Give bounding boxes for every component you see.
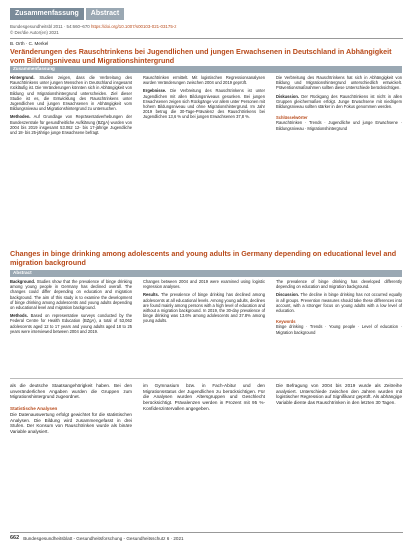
german-paragraph bbox=[10, 75, 132, 111]
german-text: Der Rückgang des Rauschtrinkens ist nicht in allen Gruppen gleichermaßen erfolgt. Junge Erwachsene mit niedrigem Bildungsniveau sollten stärker in den Fokus genommen werden. bbox=[276, 93, 402, 110]
english-keywords: Binge drinking · Trends · Young people · Level of education · Migration background bbox=[276, 324, 402, 335]
page-number: 662 bbox=[10, 535, 20, 541]
german-col-3 bbox=[276, 75, 402, 131]
german-paragraph bbox=[10, 114, 132, 135]
footer-divider bbox=[10, 532, 403, 533]
body-col-1-text-2: Die Datenauswertung erfolgt gewichtet für die statistischen Analysen. Die Bildung wird zusammengefasst in drei Stufen. Der Konsum von Rauschtrinken wurde als binäre Variable analysiert. bbox=[10, 411, 132, 434]
english-paragraph bbox=[276, 292, 402, 313]
english-paragraph bbox=[10, 279, 132, 310]
german-col-1 bbox=[10, 75, 132, 135]
english-section-label: Abstract bbox=[13, 270, 32, 275]
german-section-bar bbox=[10, 66, 402, 73]
tab-abstract: Abstract bbox=[86, 8, 124, 20]
section-tabs bbox=[10, 8, 124, 20]
english-text: Studies show that the prevalence of binge drinking among young people in Germany has declined overall. The changes could differ depending on education and migration background. The aim of this study is to examine the development of binge drinking among adolescents and young adults depending on educational level and migration background. bbox=[10, 279, 132, 311]
body-col-3-text: Die Befragung von 2004 bis 2019 wurde als Zeitreihe analysiert. Unterschiede zwischen den Jahren wurden mit logistischer Regression auf Signifikanz geprüft. Als abhängige Variable diente das Rauschtrinken in den letzten 30 Tagen. bbox=[276, 383, 402, 406]
doi-link[interactable]: https://doi.org/10.1007/s00103-021-03175-z bbox=[90, 24, 177, 29]
body-col-1 bbox=[10, 383, 132, 435]
english-section-bar bbox=[10, 270, 402, 277]
german-text: Die Verbreitung des Rauschtrinkens ist unter Jugendlichen mit allen Bildungsniveaus gesunken. Bei jungen Erwachsenen zeigen sich Rückgänge vor allem unter Personen mit hohem Bildungsniveau und ohne Migrationshintergrund. Im Jahr 2019 betrug die 30-Tage-Prävalenz des Rauschtrinkens bei Jugendlichen 13,6 % und bei jungen Erwachsenen 37,8 %. bbox=[143, 88, 265, 120]
english-paragraph bbox=[143, 292, 265, 323]
english-lead-in: Discussion. bbox=[276, 292, 299, 298]
german-lead-in: Methoden. bbox=[10, 114, 31, 120]
german-section-label: Zusammenfassung bbox=[13, 66, 55, 71]
body-col-3 bbox=[276, 383, 402, 406]
german-text: Auf Grundlage von Repräsentativerhebungen der Bundeszentrale für gesundheitliche Aufklärung (BZgA) wurden von 2004 bis 2019 insgesamt 53.062 12- bis 17-jährige Jugendliche und 18- bis 25-jährige junge Erwachsene befragt. bbox=[10, 114, 132, 136]
page-footer bbox=[10, 535, 184, 541]
german-lead-in: Hintergrund. bbox=[10, 75, 35, 80]
german-paragraph bbox=[143, 75, 265, 85]
german-keywords-label: Schlüsselwörter bbox=[276, 115, 308, 121]
english-paragraph bbox=[276, 279, 402, 289]
german-paragraph bbox=[143, 88, 265, 119]
authors: B. Orth · C. Merkel bbox=[10, 41, 49, 46]
divider bbox=[10, 378, 403, 379]
german-text: Die Verbreitung des Rauschtrinkens hat sich in Abhängigkeit von Bildung und Migrationshintergrund unterschiedlich entwickelt. Präventionsmaßnahmen sollten diese Unterschiede berücksichtigen. bbox=[276, 75, 402, 91]
body-col-1-text: als die deutsche Staatsangehörigkeit haben. Bei den unveränderlichen Angaben wurden die Gruppen zum Migrationshintergrund zugeordnet. bbox=[10, 383, 132, 400]
english-text: Based on representative surveys conducted by the Federal Centre for Health Education (BZgA), a total of 53,062 adolescents aged 12 to 17 years and young adults aged 18 to 25 years were interviewed between 2004 and 2019. bbox=[10, 313, 132, 334]
english-text: Changes between 2004 and 2019 were examined using logistic regression analyses. bbox=[143, 279, 265, 290]
german-lead-in: Diskussion. bbox=[276, 93, 299, 99]
english-col-1 bbox=[10, 279, 132, 334]
journal-name: Bundesgesundheitsblatt - Gesundheitsforschung - Gesundheitsschutz 6 · 2021 bbox=[23, 535, 184, 541]
citation-line-2: © Der/die Autor(en) 2021 bbox=[10, 29, 59, 35]
english-lead-in: Background. bbox=[10, 279, 36, 284]
english-keywords-label: Keywords bbox=[276, 319, 296, 325]
english-col-3 bbox=[276, 279, 402, 335]
english-text: The prevalence of binge drinking has developed differently depending on education and migration background. bbox=[276, 279, 402, 290]
body-col-2 bbox=[143, 383, 265, 412]
english-paragraph bbox=[10, 313, 132, 334]
german-lead-in: Ergebnisse. bbox=[143, 88, 167, 94]
english-text: The decline in binge drinking has not occurred equally in all groups. Prevention measures should take these differences into account, with a stronger focus on young adults with a low level of education. bbox=[276, 292, 402, 314]
german-paragraph bbox=[276, 75, 402, 91]
german-paragraph bbox=[276, 94, 402, 110]
english-lead-in: Methods. bbox=[10, 313, 28, 319]
english-col-2 bbox=[143, 279, 265, 324]
citation-block bbox=[10, 24, 176, 35]
german-text: Rauschtrinken ermittelt. Mit logistischen Regressionsanalysen wurden Veränderungen zwischen 2004 und 2019 geprüft. bbox=[143, 75, 265, 86]
english-paragraph bbox=[143, 279, 265, 289]
tab-zusammenfassung: Zusammenfassung bbox=[10, 8, 84, 20]
german-col-2 bbox=[143, 75, 265, 120]
english-col-3-text bbox=[276, 279, 402, 313]
divider bbox=[10, 38, 403, 39]
german-title: Veränderungen des Rauschtrinkens bei Jugendlichen und jungen Erwachsenen in Deutschland in Abhängigkeit vom Bildungsniveau und Migrationshintergrund bbox=[10, 47, 392, 65]
citation-line-1: Bundesgesundheitsbl 2011 · 54:660–670 bbox=[10, 24, 90, 29]
german-keywords: Rauschtrinken · Trends · Jugendliche und junge Erwachsene · Bildungsniveau · Migrationshintergrund bbox=[276, 120, 402, 131]
english-text: The prevalence of binge drinking has declined among adolescents at all educational levels. Among young adults, declines are found mainly among persons with a high level of education and without a migration background. In 2019, the 30-day prevalence of binge drinking was 13.6% among adolescents and 37.8% among young adults. bbox=[143, 292, 265, 324]
german-col-3-text bbox=[276, 75, 402, 109]
subheading-statistische-analysen: Statistische Analysen bbox=[10, 406, 58, 412]
body-col-2-text: im Gymnasium bzw. in Fach-Abitur und den Migrationsstatus der Jugendlichen zu berücksichtigen. Für die Analysen wurden Altersgruppen und Geschlecht berücksichtigt. Prävalenzen werden in Prozent mit 95 %-Konfidenzintervallen angegeben. bbox=[143, 383, 265, 411]
german-text: Studien zeigen, dass die Verbreitung des Rauschtrinkens unter jungen Menschen in Deutschland insgesamt rückläufig ist. Die Veränderungen könnten sich in Abhängigkeit von Bildung und Migrationshintergrund unterscheiden. Ziel dieser Studie ist es, die Entwicklung des Rauschtrinkens unter Jugendlichen und jungen Erwachsenen in Abhängigkeit vom Bildungsniveau und Migrationshintergrund zu untersuchen. bbox=[10, 75, 132, 112]
english-title: Changes in binge drinking among adolescents and young adults in Germany depending on educational level and migration background bbox=[10, 249, 397, 267]
english-lead-in: Results. bbox=[143, 292, 159, 298]
